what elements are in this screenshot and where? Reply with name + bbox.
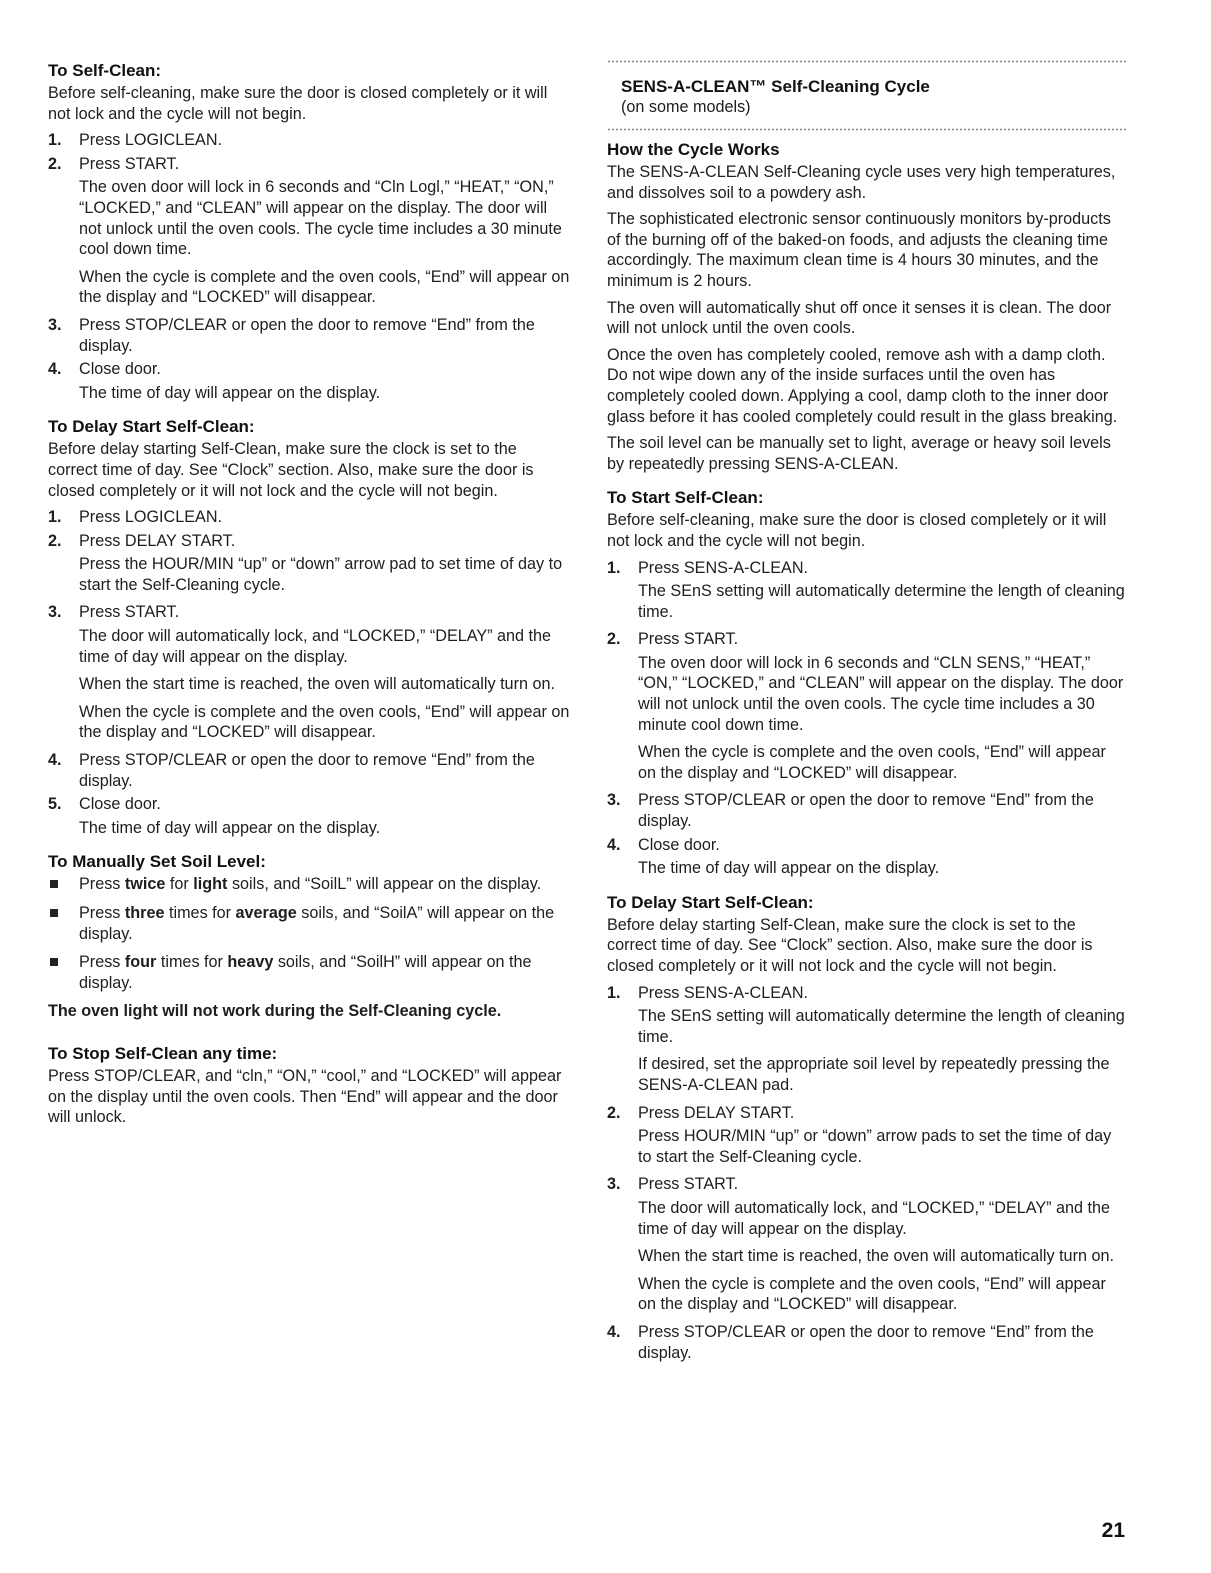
step-text: Press STOP/CLEAR or open the door to remove “End” from the display. — [79, 315, 535, 355]
step-number: 1. — [607, 983, 621, 1002]
step-number: 4. — [607, 1322, 621, 1341]
section-intro: Before self-cleaning, make sure the door is closed completely or it will not lock and the cycle will not begin. — [607, 511, 1107, 550]
list-item — [48, 750, 570, 791]
step-text: Close door. — [79, 360, 161, 379]
step-detail: When the start time is reached, the oven will automatically turn on. — [638, 1247, 1114, 1266]
section-title: To Manually Set Soil Level: — [48, 852, 266, 872]
warning-note: The oven light will not work during the Self-Cleaning cycle. — [48, 1002, 502, 1021]
step-text: Press SENS-A-CLEAN. — [638, 558, 809, 577]
bullet-square-icon — [50, 909, 58, 917]
how-it-works-section — [607, 139, 1127, 474]
section-title: To Delay Start Self-Clean: — [607, 892, 814, 912]
list-item — [607, 1174, 1127, 1315]
step-detail: The oven door will lock in 6 seconds and “CLN SENS,” “HEAT,” “ON,” “LOCKED,” and “CLEAN” will appear on the display. The door will not unlock until the oven cools. The cycle time includes a 30 minute cool down time. — [638, 653, 1124, 734]
paragraph: The SENS-A-CLEAN Self-Cleaning cycle uses very high temperatures, and dissolves soil to a powdery ash. — [607, 163, 1116, 202]
sens-a-clean-banner — [607, 60, 1127, 131]
right-column — [607, 60, 1127, 1366]
list-item — [607, 1322, 1127, 1363]
dotted-divider — [607, 60, 1127, 63]
paragraph: The sophisticated electronic sensor continuously monitors by-products of the burning off of the baked-on foods, and adjusts the cleaning time accordingly. The maximum clean time is 4 hours 30 minutes, and the minimum is 2 hours. — [607, 210, 1111, 290]
step-detail: The oven door will lock in 6 seconds and “Cln Logl,” “HEAT,” “ON,” “LOCKED,” and “CLEAN” will appear on the display. The door will not unlock until the oven cools. The cycle time includes a 30 minute cool down time. — [79, 178, 562, 259]
list-item — [48, 531, 570, 596]
step-text: Press STOP/CLEAR or open the door to remove “End” from the display. — [638, 1322, 1094, 1362]
soil-level-section — [48, 851, 570, 1022]
step-text: Close door. — [638, 835, 720, 854]
step-text: Press START. — [638, 1175, 739, 1194]
paragraph: Once the oven has completely cooled, remove ash with a damp cloth. Do not wipe down any of the inside surfaces until the oven has completely cooled down. Applying a cool, damp cloth to the inner door glass before it has cooled completely could result in the glass breaking. — [607, 345, 1118, 426]
step-text: Press STOP/CLEAR or open the door to remove “End” from the display. — [79, 751, 535, 790]
list-item — [607, 983, 1127, 1096]
list-item — [48, 507, 570, 528]
delay-start-section — [607, 892, 1127, 1363]
step-text: Press DELAY START. — [638, 1103, 795, 1122]
list-item — [48, 602, 570, 743]
step-text: Press SENS-A-CLEAN. — [638, 983, 809, 1002]
left-column — [48, 60, 570, 1134]
section-title: To Stop Self-Clean any time: — [48, 1043, 278, 1063]
list-item — [607, 629, 1127, 783]
step-number: 4. — [607, 835, 621, 854]
list-item — [607, 1103, 1127, 1168]
banner-subtitle: (on some models) — [621, 98, 751, 116]
list-item: Press four times for heavy soils, and “SoilH” will appear on the display. — [48, 952, 570, 993]
section-title: To Start Self-Clean: — [607, 488, 764, 508]
step-list — [48, 507, 570, 838]
step-number: 3. — [48, 315, 62, 334]
step-text: Press LOGICLEAN. — [79, 508, 223, 527]
section-title: How the Cycle Works — [607, 140, 780, 159]
stop-section — [48, 1043, 570, 1128]
step-number: 2. — [607, 1103, 621, 1122]
step-detail: When the cycle is complete and the oven cools, “End” will appear on the display and “LOCKED” will disappear. — [79, 267, 570, 307]
list-item — [607, 558, 1127, 623]
step-text: Press LOGICLEAN. — [79, 131, 223, 150]
banner-title: SENS-A-CLEAN™ Self-Cleaning Cycle — [621, 77, 930, 96]
section-title: To Self-Clean: — [48, 61, 162, 80]
list-item — [607, 790, 1127, 831]
self-clean-section — [48, 60, 570, 403]
section-text: Press STOP/CLEAR, and “cln,” “ON,” “cool,” and “LOCKED” will appear on the display until the oven cools. Then “End” will appear and the door will unlock. — [48, 1066, 562, 1127]
section-intro: Before delay starting Self-Clean, make sure the clock is set to the correct time of day. See “Clock” section. Also, make sure the door is closed completely or it will not lock and the cycle will not begin. — [48, 440, 534, 500]
bullet-square-icon — [50, 958, 58, 966]
step-detail: Press the HOUR/MIN “up” or “down” arrow pad to set time of day to start the Self-Cleaning cycle. — [79, 555, 563, 594]
section-intro: Before self-cleaning, make sure the door is closed completely or it will not lock and the cycle will not begin. — [48, 84, 548, 123]
paragraph: The soil level can be manually set to light, average or heavy soil levels by repeatedly pressing SENS-A-CLEAN. — [607, 434, 1111, 473]
step-text: Press START. — [79, 154, 180, 173]
list-item — [48, 359, 570, 403]
step-detail: The door will automatically lock, and “LOCKED,” “DELAY” and the time of day will appear on the display. — [638, 1198, 1111, 1238]
step-text: Press START. — [638, 630, 739, 649]
step-list — [48, 130, 570, 403]
step-number: 5. — [48, 795, 62, 814]
step-number: 2. — [48, 154, 62, 173]
step-number: 1. — [48, 508, 62, 527]
step-text: Press STOP/CLEAR or open the door to remove “End” from the display. — [638, 791, 1094, 831]
step-text: Close door. — [79, 795, 161, 814]
step-text: Press START. — [79, 603, 180, 622]
section-intro: Before delay starting Self-Clean, make sure the clock is set to the correct time of day. See “Clock” section. Also, make sure the door is closed completely or it will not lock and the cycle will not begin. — [607, 915, 1093, 975]
paragraph: The oven will automatically shut off once it senses it is clean. The door will not unlock until the oven cools. — [607, 298, 1112, 338]
bullet-square-icon — [50, 880, 58, 888]
step-number: 2. — [48, 531, 62, 550]
step-detail: If desired, set the appropriate soil level by repeatedly pressing the SENS-A-CLEAN pad. — [638, 1055, 1110, 1094]
step-number: 3. — [607, 791, 621, 810]
list-item: Press twice for light soils, and “SoilL” will appear on the display. — [48, 874, 570, 895]
bullet-list — [48, 874, 570, 993]
list-item — [48, 154, 570, 308]
list-item — [48, 315, 570, 356]
step-detail: When the cycle is complete and the oven cools, “End” will appear on the display and “LOCKED” will disappear. — [638, 1274, 1106, 1314]
dotted-divider — [607, 128, 1127, 131]
list-item — [48, 130, 570, 151]
start-self-clean-section — [607, 487, 1127, 879]
step-number: 2. — [607, 630, 621, 649]
step-detail: The SEnS setting will automatically determine the length of cleaning time. — [638, 1007, 1125, 1046]
list-item: Press three times for average soils, and “SoilA” will appear on the display. — [48, 903, 570, 944]
step-number: 1. — [48, 131, 62, 150]
step-detail: Press HOUR/MIN “up” or “down” arrow pads to set the time of day to start the Self-Cleaning cycle. — [638, 1127, 1112, 1166]
step-list — [607, 558, 1127, 879]
step-text: Press DELAY START. — [79, 531, 236, 550]
step-detail: The SEnS setting will automatically determine the length of cleaning time. — [638, 582, 1125, 621]
step-detail: When the start time is reached, the oven will automatically turn on. — [79, 675, 555, 694]
step-number: 4. — [48, 751, 62, 770]
step-detail: When the cycle is complete and the oven cools, “End” will appear on the display and “LOCKED” will disappear. — [638, 743, 1106, 782]
step-number: 3. — [607, 1175, 621, 1194]
step-detail: The time of day will appear on the display. — [79, 818, 381, 837]
page-number: 21 — [1101, 1519, 1125, 1542]
step-detail: The time of day will appear on the display. — [638, 859, 940, 878]
section-title: To Delay Start Self-Clean: — [48, 417, 255, 437]
step-detail: The door will automatically lock, and “LOCKED,” “DELAY” and the time of day will appear on the display. — [79, 627, 552, 666]
step-number: 3. — [48, 603, 62, 622]
list-item — [607, 835, 1127, 879]
step-number: 1. — [607, 558, 621, 577]
step-detail: When the cycle is complete and the oven cools, “End” will appear on the display and “LOCKED” will disappear. — [79, 702, 570, 742]
step-detail: The time of day will appear on the display. — [79, 383, 381, 402]
step-list — [607, 983, 1127, 1364]
delay-start-section — [48, 416, 570, 838]
step-number: 4. — [48, 360, 62, 379]
list-item — [48, 794, 570, 838]
